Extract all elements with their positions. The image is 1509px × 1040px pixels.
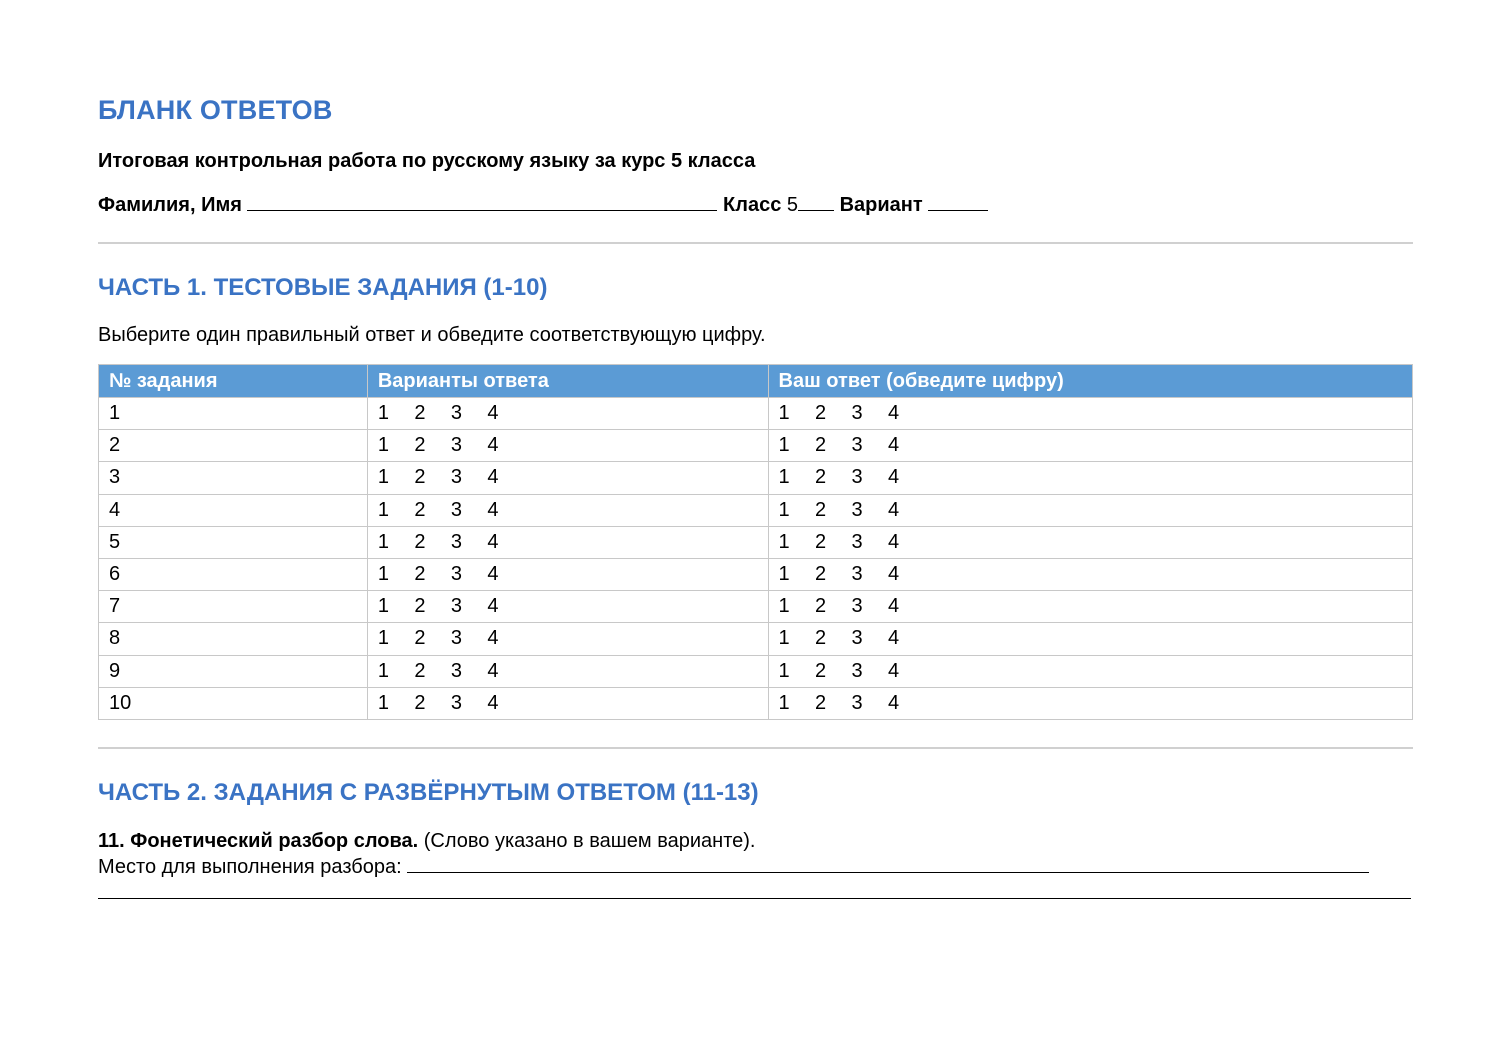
- option-number: 3: [450, 434, 462, 457]
- answer-cell: [768, 494, 1412, 526]
- answer-choice[interactable]: 1: [778, 563, 790, 586]
- table-header-row: [99, 365, 1413, 398]
- options-cell: [367, 655, 768, 687]
- table-row: [99, 558, 1413, 590]
- answer-choice[interactable]: 4: [888, 563, 900, 586]
- option-number: 4: [487, 691, 499, 714]
- option-number: 2: [414, 466, 426, 489]
- answer-choice[interactable]: 1: [778, 659, 790, 682]
- answer-cell: [768, 558, 1412, 590]
- option-number: 3: [450, 659, 462, 682]
- answer-table: [98, 364, 1413, 720]
- task-number: 7: [99, 591, 368, 623]
- answer-choice[interactable]: 3: [851, 659, 863, 682]
- answer-choice[interactable]: 2: [815, 627, 827, 650]
- answer-choice[interactable]: 4: [888, 498, 900, 521]
- task-11-answer-line[interactable]: [407, 854, 1369, 873]
- answer-choice[interactable]: 4: [888, 595, 900, 618]
- answer-choice[interactable]: 3: [851, 595, 863, 618]
- option-number: 2: [414, 530, 426, 553]
- option-number: 4: [487, 563, 499, 586]
- variant-label: Вариант: [839, 194, 923, 216]
- option-number: 1: [377, 402, 389, 425]
- option-number: 2: [414, 659, 426, 682]
- answer-choice[interactable]: 2: [815, 434, 827, 457]
- option-number: 2: [414, 563, 426, 586]
- table-row: [99, 655, 1413, 687]
- name-field[interactable]: [247, 192, 717, 211]
- answer-choice[interactable]: 2: [815, 498, 827, 521]
- divider: [98, 747, 1413, 749]
- option-number: 3: [450, 466, 462, 489]
- option-number: 1: [377, 659, 389, 682]
- task-11-answer-line[interactable]: [98, 880, 1411, 899]
- option-number: 1: [377, 627, 389, 650]
- option-number: 1: [377, 563, 389, 586]
- options-cell: [367, 462, 768, 494]
- answer-choice[interactable]: 1: [778, 530, 790, 553]
- table-row: [99, 526, 1413, 558]
- task-11-title: 11. Фонетический разбор слова.: [98, 830, 419, 852]
- task-number: 5: [99, 526, 368, 558]
- answer-choice[interactable]: 3: [851, 691, 863, 714]
- name-label: Фамилия, Имя: [98, 194, 242, 216]
- option-number: 2: [414, 498, 426, 521]
- answer-choice[interactable]: 2: [815, 402, 827, 425]
- table-row: [99, 398, 1413, 430]
- answer-choice[interactable]: 4: [888, 691, 900, 714]
- answer-choice[interactable]: 4: [888, 402, 900, 425]
- option-number: 4: [487, 595, 499, 618]
- column-header: № задания: [99, 365, 368, 398]
- answer-choice[interactable]: 3: [851, 627, 863, 650]
- table-row: [99, 462, 1413, 494]
- option-number: 4: [487, 659, 499, 682]
- page-title: БЛАНК ОТВЕТОВ: [98, 95, 333, 125]
- option-number: 1: [377, 530, 389, 553]
- task-number: 6: [99, 558, 368, 590]
- answer-cell: [768, 430, 1412, 462]
- table-row: [99, 494, 1413, 526]
- option-number: 1: [377, 466, 389, 489]
- options-cell: [367, 591, 768, 623]
- option-number: 4: [487, 402, 499, 425]
- task-number: 9: [99, 655, 368, 687]
- class-label: Класс: [723, 194, 782, 216]
- option-number: 4: [487, 530, 499, 553]
- option-number: 2: [414, 402, 426, 425]
- answer-choice[interactable]: 1: [778, 498, 790, 521]
- options-cell: [367, 494, 768, 526]
- task-number: 4: [99, 494, 368, 526]
- table-row: [99, 591, 1413, 623]
- task-number: 3: [99, 462, 368, 494]
- column-header: Ваш ответ (обведите цифру): [768, 365, 1412, 398]
- option-number: 3: [450, 595, 462, 618]
- answer-choice[interactable]: 4: [888, 530, 900, 553]
- option-number: 1: [377, 434, 389, 457]
- option-number: 1: [377, 498, 389, 521]
- answer-cell: [768, 526, 1412, 558]
- answer-choice[interactable]: 2: [815, 659, 827, 682]
- task-number: 8: [99, 623, 368, 655]
- answer-cell: [768, 687, 1412, 719]
- task-11-note: (Слово указано в вашем варианте).: [418, 830, 756, 852]
- subtitle: Итоговая контрольная работа по русскому языку за курс 5 класса: [98, 150, 756, 172]
- answer-choice[interactable]: 3: [851, 434, 863, 457]
- answer-choice[interactable]: 3: [851, 402, 863, 425]
- answer-choice[interactable]: 4: [888, 466, 900, 489]
- answer-choice[interactable]: 1: [778, 691, 790, 714]
- answer-choice[interactable]: 4: [888, 434, 900, 457]
- task-number: 10: [99, 687, 368, 719]
- option-number: 2: [414, 434, 426, 457]
- answer-cell: [768, 655, 1412, 687]
- answer-choice[interactable]: 2: [815, 466, 827, 489]
- option-number: 4: [487, 466, 499, 489]
- answer-cell: [768, 462, 1412, 494]
- task-11-place-label: Место для выполнения разбора:: [98, 856, 408, 878]
- option-number: 3: [450, 627, 462, 650]
- option-number: 3: [450, 530, 462, 553]
- task-11: [98, 828, 1413, 906]
- answer-choice[interactable]: 3: [851, 530, 863, 553]
- option-number: 1: [377, 595, 389, 618]
- table-row: [99, 687, 1413, 719]
- answer-choice[interactable]: 1: [778, 402, 790, 425]
- option-number: 4: [487, 498, 499, 521]
- answer-choice[interactable]: 1: [778, 627, 790, 650]
- class-field[interactable]: [798, 192, 834, 211]
- option-number: 3: [450, 402, 462, 425]
- option-number: 4: [487, 434, 499, 457]
- answer-choice[interactable]: 4: [888, 627, 900, 650]
- option-number: 3: [450, 563, 462, 586]
- variant-field[interactable]: [928, 192, 988, 211]
- answer-choice[interactable]: 3: [851, 466, 863, 489]
- options-cell: [367, 623, 768, 655]
- task-number: 1: [99, 398, 368, 430]
- part2-heading: ЧАСТЬ 2. ЗАДАНИЯ С РАЗВЁРНУТЫМ ОТВЕТОМ (11-13): [98, 779, 759, 806]
- options-cell: [367, 687, 768, 719]
- answer-choice[interactable]: 2: [815, 563, 827, 586]
- option-number: 1: [377, 691, 389, 714]
- column-header: Варианты ответа: [367, 365, 768, 398]
- part1-heading: ЧАСТЬ 1. ТЕСТОВЫЕ ЗАДАНИЯ (1-10): [98, 274, 548, 301]
- table-row: [99, 430, 1413, 462]
- part1-instruction: Выберите один правильный ответ и обведите соответствующую цифру.: [98, 324, 766, 346]
- options-cell: [367, 398, 768, 430]
- answer-choice[interactable]: 2: [815, 530, 827, 553]
- class-value: 5: [786, 194, 798, 216]
- answer-choice[interactable]: 1: [778, 434, 790, 457]
- option-number: 2: [414, 691, 426, 714]
- answer-choice[interactable]: 1: [778, 466, 790, 489]
- option-number: 3: [450, 691, 462, 714]
- answer-cell: [768, 398, 1412, 430]
- options-cell: [367, 430, 768, 462]
- options-cell: [367, 558, 768, 590]
- option-number: 2: [414, 595, 426, 618]
- answer-choice[interactable]: 3: [851, 563, 863, 586]
- answer-choice[interactable]: 2: [815, 595, 827, 618]
- option-number: 3: [450, 498, 462, 521]
- option-number: 2: [414, 627, 426, 650]
- student-info-line: [98, 192, 988, 217]
- answer-choice[interactable]: 1: [778, 595, 790, 618]
- answer-choice[interactable]: 3: [851, 498, 863, 521]
- answer-cell: [768, 591, 1412, 623]
- answer-choice[interactable]: 4: [888, 659, 900, 682]
- answer-choice[interactable]: 2: [815, 691, 827, 714]
- table-row: [99, 623, 1413, 655]
- options-cell: [367, 526, 768, 558]
- task-number: 2: [99, 430, 368, 462]
- option-number: 4: [487, 627, 499, 650]
- answer-cell: [768, 623, 1412, 655]
- divider: [98, 242, 1413, 244]
